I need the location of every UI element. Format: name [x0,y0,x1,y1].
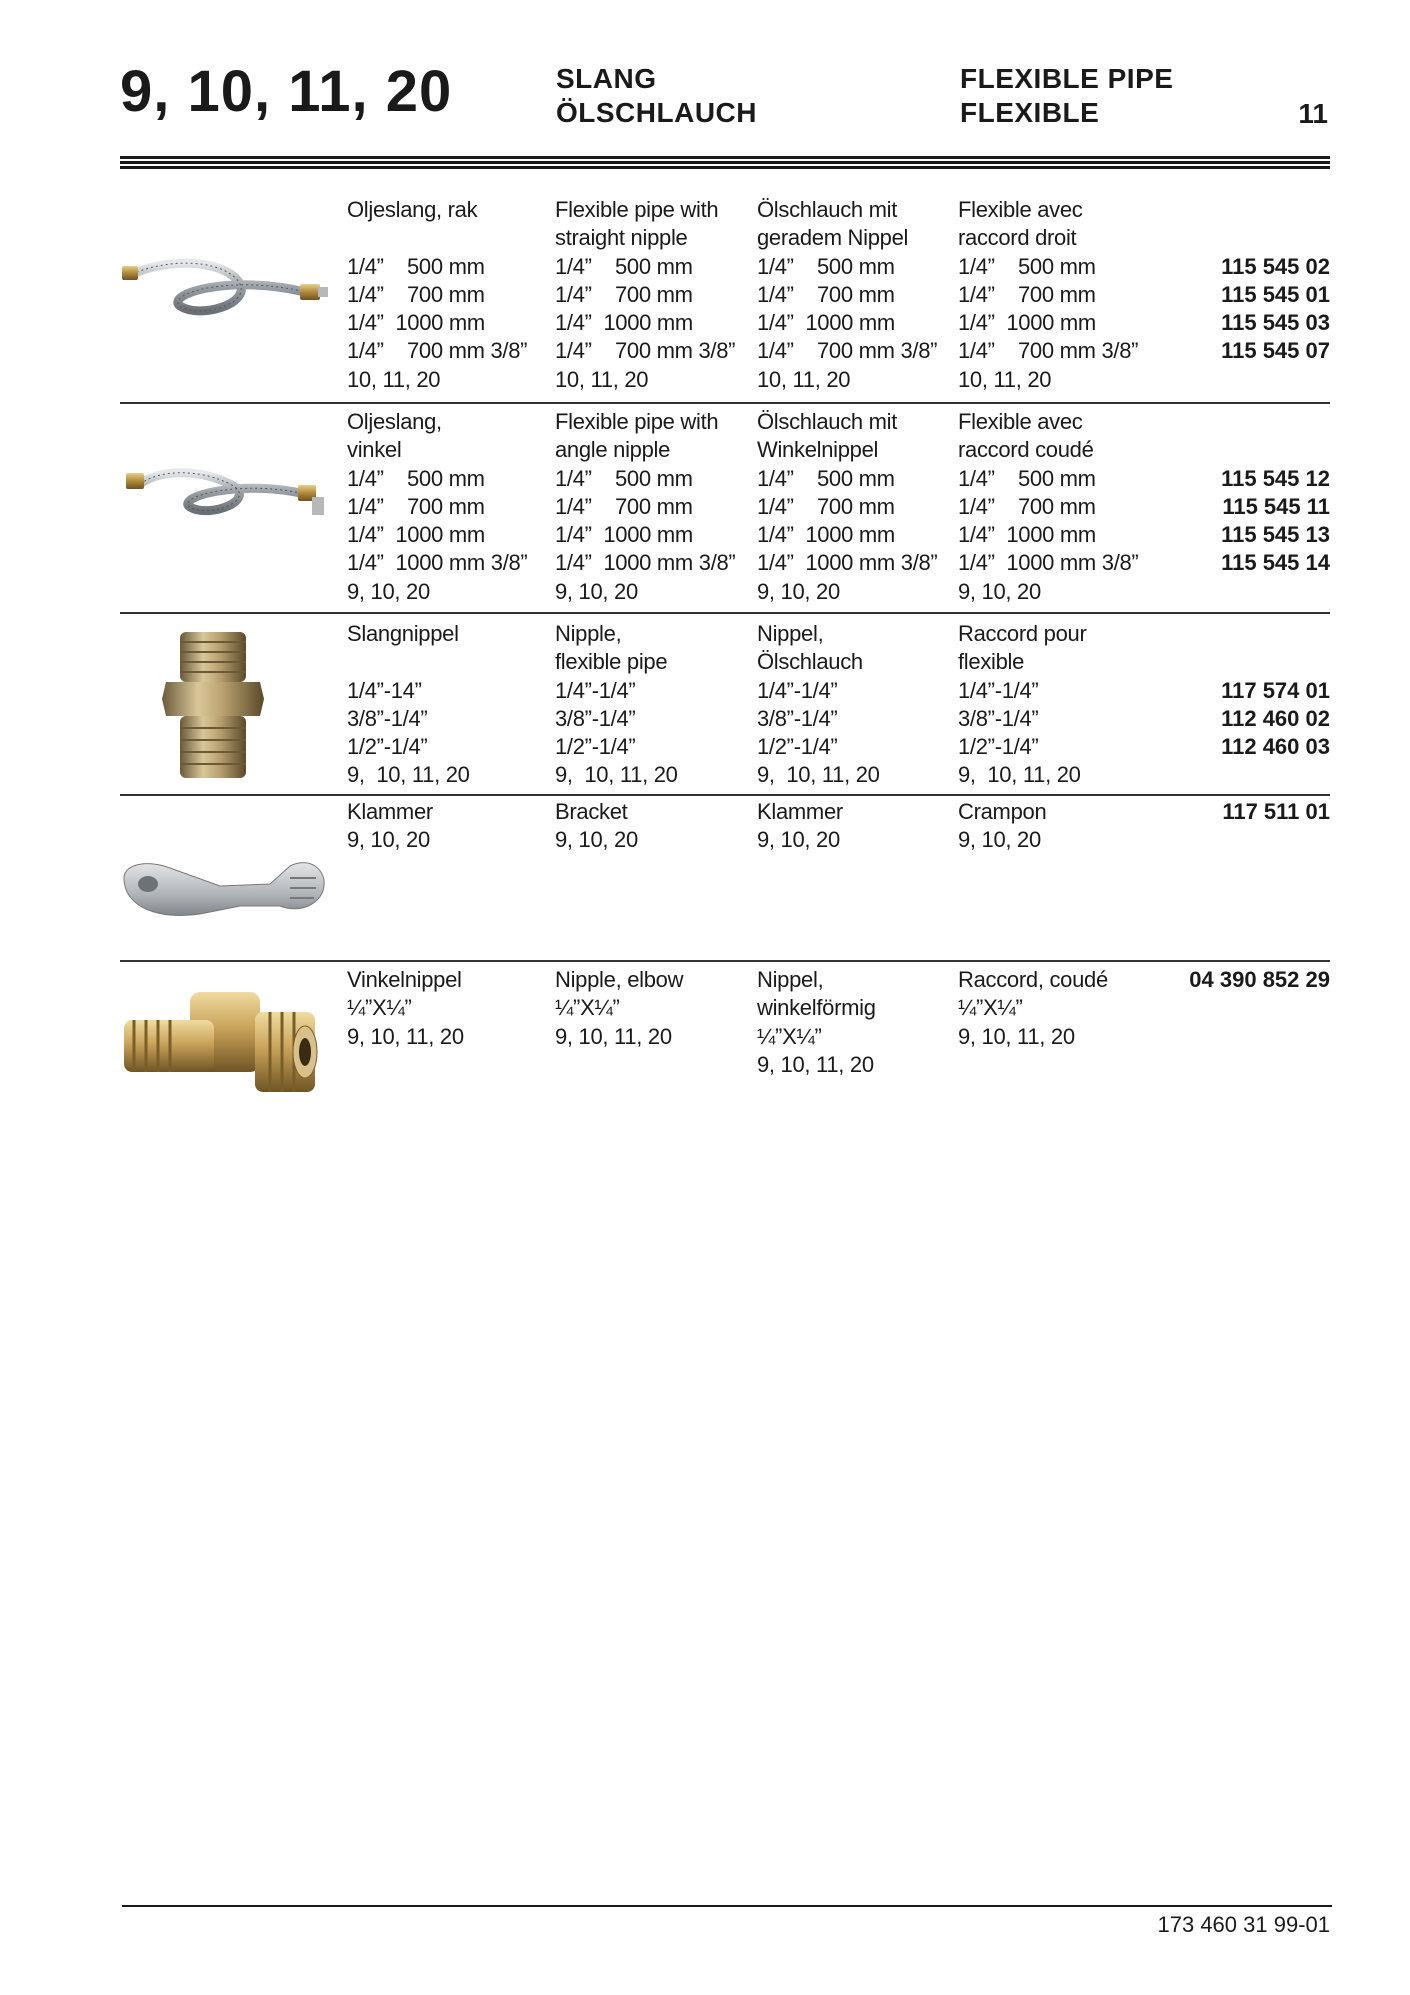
desc-line: 1/2”-1/4” [347,734,428,760]
desc-line: 3/8”-1/4” [757,705,838,731]
part-number [1221,578,1330,606]
part-number: 115 545 02 [1221,253,1330,279]
desc-line: 1/4” 1000 mm 3/8” [757,550,938,576]
desc-line: Raccord, coudé [958,967,1108,992]
desc-line: 1/4” 700 mm [555,493,693,519]
desc-line: 1/4” 1000 mm [555,310,693,336]
desc-line: ¼”X¼” [347,995,412,1021]
desc-line: 1/4”-14” [347,677,422,703]
desc-line: 9, 10, 20 [555,827,638,853]
bracket-icon [120,848,335,928]
part-number: 115 545 11 [1222,493,1330,519]
desc-line: 1/4” 700 mm 3/8” [347,338,528,364]
desc-line: Nipple, [555,621,622,646]
desc-french [958,196,1138,394]
desc-german [757,196,937,394]
desc-line: Oljeslang, [347,409,442,434]
desc-line: Ölschlauch mit [757,409,898,434]
desc-line: 1/4” 700 mm 3/8” [555,338,736,364]
desc-line: 1/4” 1000 mm [757,522,895,548]
footer-rule [122,1905,1332,1907]
desc-line: Crampon [958,799,1047,824]
desc-line: 9, 10, 20 [757,827,840,853]
desc-line: 1/4” 1000 mm [555,522,693,548]
desc-line: 1/4”-1/4” [958,677,1039,703]
desc-line: 1/4” 700 mm [347,493,485,519]
part-row-elbow-nipple [120,960,1330,1112]
desc-french [958,966,1108,1051]
desc-line: 3/8”-1/4” [958,705,1039,731]
desc-line: ¼”X¼” [958,995,1023,1021]
desc-line: raccord droit [958,225,1077,251]
part-number: 117 511 01 [1222,799,1330,824]
desc-french [958,408,1138,606]
part-number: 117 574 01 [1221,677,1330,703]
desc-line [347,648,470,676]
desc-line: 1/4” 700 mm [757,493,895,519]
part-number: 112 460 03 [1221,734,1330,760]
hose-nipple-icon [160,624,270,784]
part-row-angle-pipe [120,402,1330,610]
desc-line: geradem Nippel [757,225,909,251]
desc-german [757,620,880,790]
desc-line: 9, 10, 11, 20 [347,762,470,788]
desc-line: Nippel, [757,967,824,992]
desc-line: 1/4” 500 mm [958,465,1096,491]
desc-line: 1/4” 1000 mm [958,522,1096,548]
desc-line: 9, 10, 20 [757,578,840,604]
desc-swedish [347,966,464,1051]
desc-line: 10, 11, 20 [757,366,851,392]
angle-flexible-pipe-icon [120,439,335,549]
desc-line: 1/4” 500 mm [555,253,693,279]
desc-line: Flexible pipe with [555,409,719,434]
part-number [1221,366,1330,394]
desc-line: Raccord pour [958,621,1087,646]
desc-line: Klammer [757,799,843,824]
desc-english [555,966,683,1051]
desc-line: 9, 10, 20 [347,578,430,604]
desc-line: 9, 10, 20 [958,827,1041,853]
desc-swedish [347,408,527,606]
desc-line: 1/4” 1000 mm 3/8” [958,550,1139,576]
desc-swedish [347,620,470,790]
desc-line: vinkel [347,437,402,463]
title-french: FLEXIBLE [960,97,1100,128]
desc-line: 1/4” 700 mm 3/8” [757,338,938,364]
part-number: 112 460 02 [1221,705,1330,731]
desc-line: 9, 10, 11, 20 [555,762,678,788]
part-number [1221,620,1330,648]
document-code: 173 460 31 99-01 [1157,1912,1330,1937]
desc-english [555,798,638,855]
page-number: 11 [1298,98,1328,129]
desc-line: 9, 10, 11, 20 [958,762,1081,788]
desc-line: 9, 10, 20 [555,578,638,604]
part-row-straight-pipe [120,196,1330,402]
part-numbers [1221,196,1330,394]
desc-line: angle nipple [555,437,671,463]
part-row-bracket [120,794,1330,962]
desc-line: 1/4” 700 mm 3/8” [958,338,1139,364]
title-sv-de [556,62,757,130]
model-numbers: 9, 10, 11, 20 [120,59,453,124]
desc-line: 1/4” 1000 mm 3/8” [555,550,736,576]
desc-line: 9, 10, 20 [958,578,1041,604]
desc-line: Slangnippel [347,621,459,646]
elbow-nipple-icon [120,982,335,1112]
desc-english [555,408,735,606]
desc-line: 9, 10, 11, 20 [757,1051,874,1077]
desc-line: Oljeslang, rak [347,197,478,222]
desc-line: 1/4” 500 mm [757,465,895,491]
desc-line: 1/2”-1/4” [958,734,1039,760]
desc-line: 1/4” 700 mm [958,493,1096,519]
desc-line: 10, 11, 20 [958,366,1052,392]
desc-line: 1/4” 1000 mm [347,310,485,336]
desc-line: 9, 10, 11, 20 [555,1023,672,1049]
desc-line: Nipple, elbow [555,967,684,992]
desc-line [347,224,527,252]
desc-line: 9, 10, 11, 20 [958,1023,1075,1049]
part-number: 115 545 07 [1221,338,1330,364]
desc-line: Ölschlauch [757,649,863,675]
part-numbers [1189,966,1330,994]
part-number: 115 545 12 [1221,465,1330,491]
desc-german [757,966,876,1079]
desc-line: Bracket [555,799,628,824]
part-number [1221,648,1330,676]
desc-line: 1/4”-1/4” [757,677,838,703]
desc-line: 1/4” 700 mm [347,281,485,307]
title-german: ÖLSCHLAUCH [556,97,757,128]
desc-line: 1/4” 700 mm [555,281,693,307]
straight-flexible-pipe-icon [120,244,335,334]
desc-line: Ölschlauch mit [757,197,898,222]
desc-line: Vinkelnippel [347,967,462,992]
desc-line: 1/4” 1000 mm [958,310,1096,336]
desc-line: 10, 11, 20 [555,366,649,392]
desc-line: Winkelnippel [757,437,879,463]
desc-german [757,408,937,606]
desc-line: 3/8”-1/4” [555,705,636,731]
desc-line: 1/4” 500 mm [347,253,485,279]
desc-swedish [347,798,433,855]
desc-german [757,798,843,855]
desc-line: 9, 10, 11, 20 [757,762,880,788]
part-number: 04 390 852 29 [1189,967,1330,992]
desc-line: Flexible pipe with [555,197,719,222]
desc-line: 1/4”-1/4” [555,677,636,703]
desc-line: 9, 10, 11, 20 [347,1023,464,1049]
part-number [1221,224,1330,252]
desc-line: 1/4” 500 mm [347,465,485,491]
desc-line: Flexible avec [958,197,1083,222]
desc-line: raccord coudé [958,437,1094,463]
part-number: 115 545 14 [1221,550,1330,576]
desc-line: 1/4” 1000 mm [757,310,895,336]
desc-line: ¼”X¼” [757,1023,822,1049]
part-number [1221,408,1330,436]
desc-line: 1/4” 500 mm [555,465,693,491]
part-number: 115 545 01 [1221,281,1330,307]
desc-french [958,620,1086,790]
desc-line: 3/8”-1/4” [347,705,428,731]
title-english: FLEXIBLE PIPE [960,63,1174,94]
title-swedish: SLANG [556,63,657,94]
desc-line: Klammer [347,799,433,824]
title-en-fr [960,62,1173,130]
desc-line: 1/4” 1000 mm [347,522,485,548]
desc-line: 9, 10, 20 [347,827,430,853]
desc-line: 1/4” 500 mm [958,253,1096,279]
part-number [1221,436,1330,464]
part-number: 115 545 03 [1221,310,1330,336]
part-numbers [1221,408,1330,606]
desc-english [555,620,678,790]
part-numbers [1222,798,1330,826]
desc-line: straight nipple [555,225,688,251]
desc-line: flexible pipe [555,649,668,675]
part-numbers [1221,620,1330,790]
desc-line: 10, 11, 20 [347,366,441,392]
desc-line: 1/4” 700 mm [757,281,895,307]
desc-line: 1/4” 500 mm [757,253,895,279]
desc-line: 1/2”-1/4” [757,734,838,760]
desc-english [555,196,735,394]
desc-line: Nippel, [757,621,824,646]
desc-french [958,798,1046,855]
desc-line: 1/2”-1/4” [555,734,636,760]
desc-line: ¼”X¼” [555,995,620,1021]
header-rule [120,156,1330,171]
desc-line: flexible [958,649,1025,675]
desc-swedish [347,196,527,394]
desc-line: 1/4” 1000 mm 3/8” [347,550,528,576]
desc-line: Flexible avec [958,409,1083,434]
part-number [1221,761,1330,789]
part-number: 115 545 13 [1221,522,1330,548]
part-row-hose-nipple [120,612,1330,792]
desc-line: winkelförmig [757,995,876,1021]
part-number [1221,196,1330,224]
desc-line: 1/4” 700 mm [958,281,1096,307]
